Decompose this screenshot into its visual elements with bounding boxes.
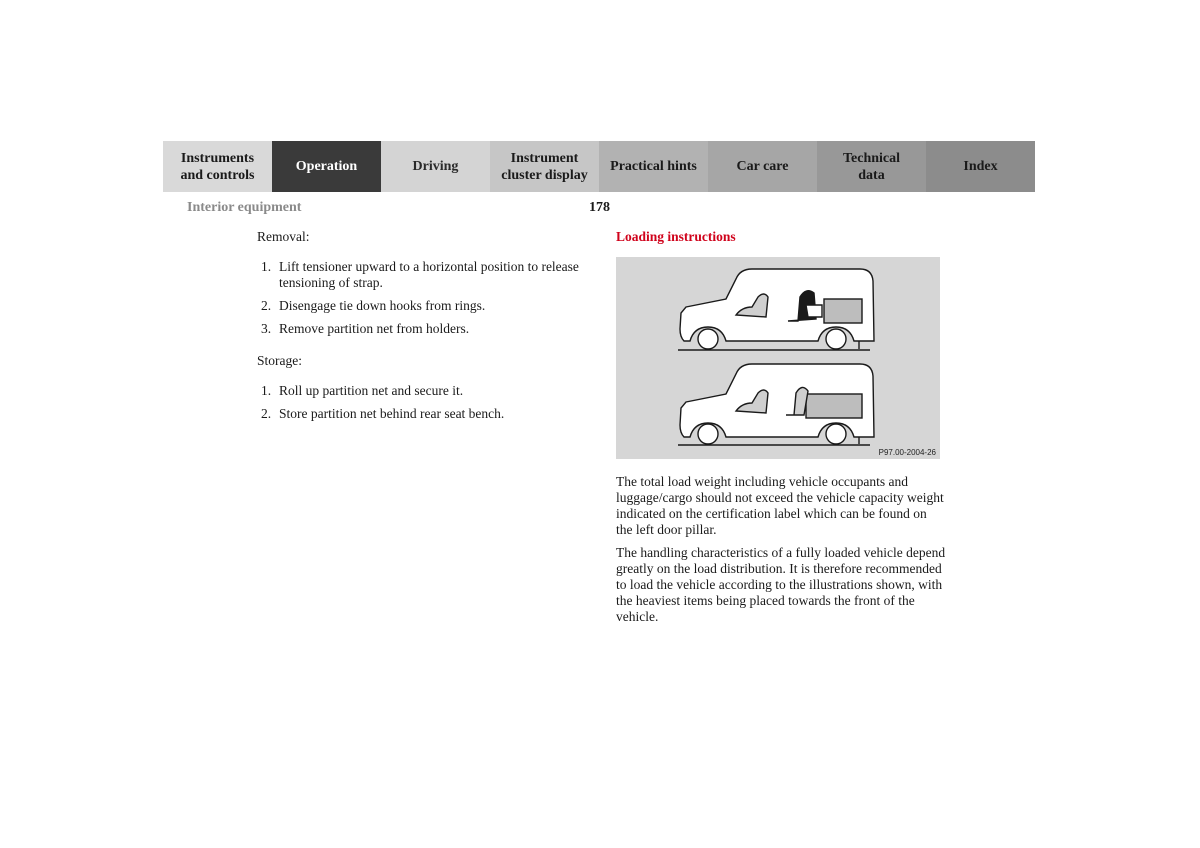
section-title: Interior equipment — [187, 200, 302, 215]
step-number: 2. — [261, 406, 272, 421]
vehicle-loading-diagram — [616, 257, 940, 459]
vehicle-top — [678, 269, 874, 350]
loading-body-text — [616, 474, 946, 632]
list-item — [257, 383, 587, 399]
tab-car-care[interactable]: Car care — [708, 141, 817, 192]
tab-technical-data[interactable]: Technical data — [817, 141, 926, 192]
removal-steps — [257, 259, 587, 337]
tab-instruments-and-controls[interactable]: Instruments and controls — [163, 141, 272, 192]
paragraph-handling: The handling characteristics of a fully loaded vehicle depend greatly on the load distribution. It is therefore recommended to load the vehicle according to the illustrations shown, with the heaviest items being placed towards the front of the vehicle. — [616, 545, 946, 624]
removal-heading: Removal: — [257, 229, 310, 244]
page-number: 178 — [589, 200, 610, 215]
list-item — [257, 298, 587, 314]
tab-operation[interactable]: Operation — [272, 141, 381, 192]
list-item — [257, 406, 587, 422]
loading-illustration — [616, 257, 940, 459]
step-number: 1. — [261, 383, 272, 398]
list-item — [257, 259, 587, 291]
tab-practical-hints[interactable]: Practical hints — [599, 141, 708, 192]
step-text: Remove partition net from holders. — [279, 321, 470, 336]
tab-index[interactable]: Index — [926, 141, 1035, 192]
step-text: Store partition net behind rear seat bench. — [279, 406, 505, 421]
step-number: 2. — [261, 298, 272, 313]
left-column — [257, 229, 587, 429]
list-item — [257, 321, 587, 337]
storage-steps — [257, 383, 587, 422]
paragraph-load-weight: The total load weight including vehicle occupants and luggage/cargo should not exceed the vehicle capacity weight indicated on the certification label which can be found on the left door pillar. — [616, 474, 944, 537]
figure-code: P97.00-2004-26 — [878, 448, 936, 457]
step-text: Lift tensioner upward to a horizontal position to release tensioning of strap. — [279, 259, 579, 290]
step-number: 3. — [261, 321, 272, 336]
tab-driving[interactable]: Driving — [381, 141, 490, 192]
step-text: Disengage tie down hooks from rings. — [279, 298, 486, 313]
loading-instructions-heading: Loading instructions — [616, 229, 736, 244]
tab-instrument-cluster-display[interactable]: Instrument cluster display — [490, 141, 599, 192]
right-column — [616, 229, 946, 624]
chapter-tabs — [163, 141, 1037, 192]
step-number: 1. — [261, 259, 272, 274]
vehicle-bottom — [678, 364, 874, 445]
step-text: Roll up partition net and secure it. — [279, 383, 464, 398]
storage-heading: Storage: — [257, 353, 302, 368]
